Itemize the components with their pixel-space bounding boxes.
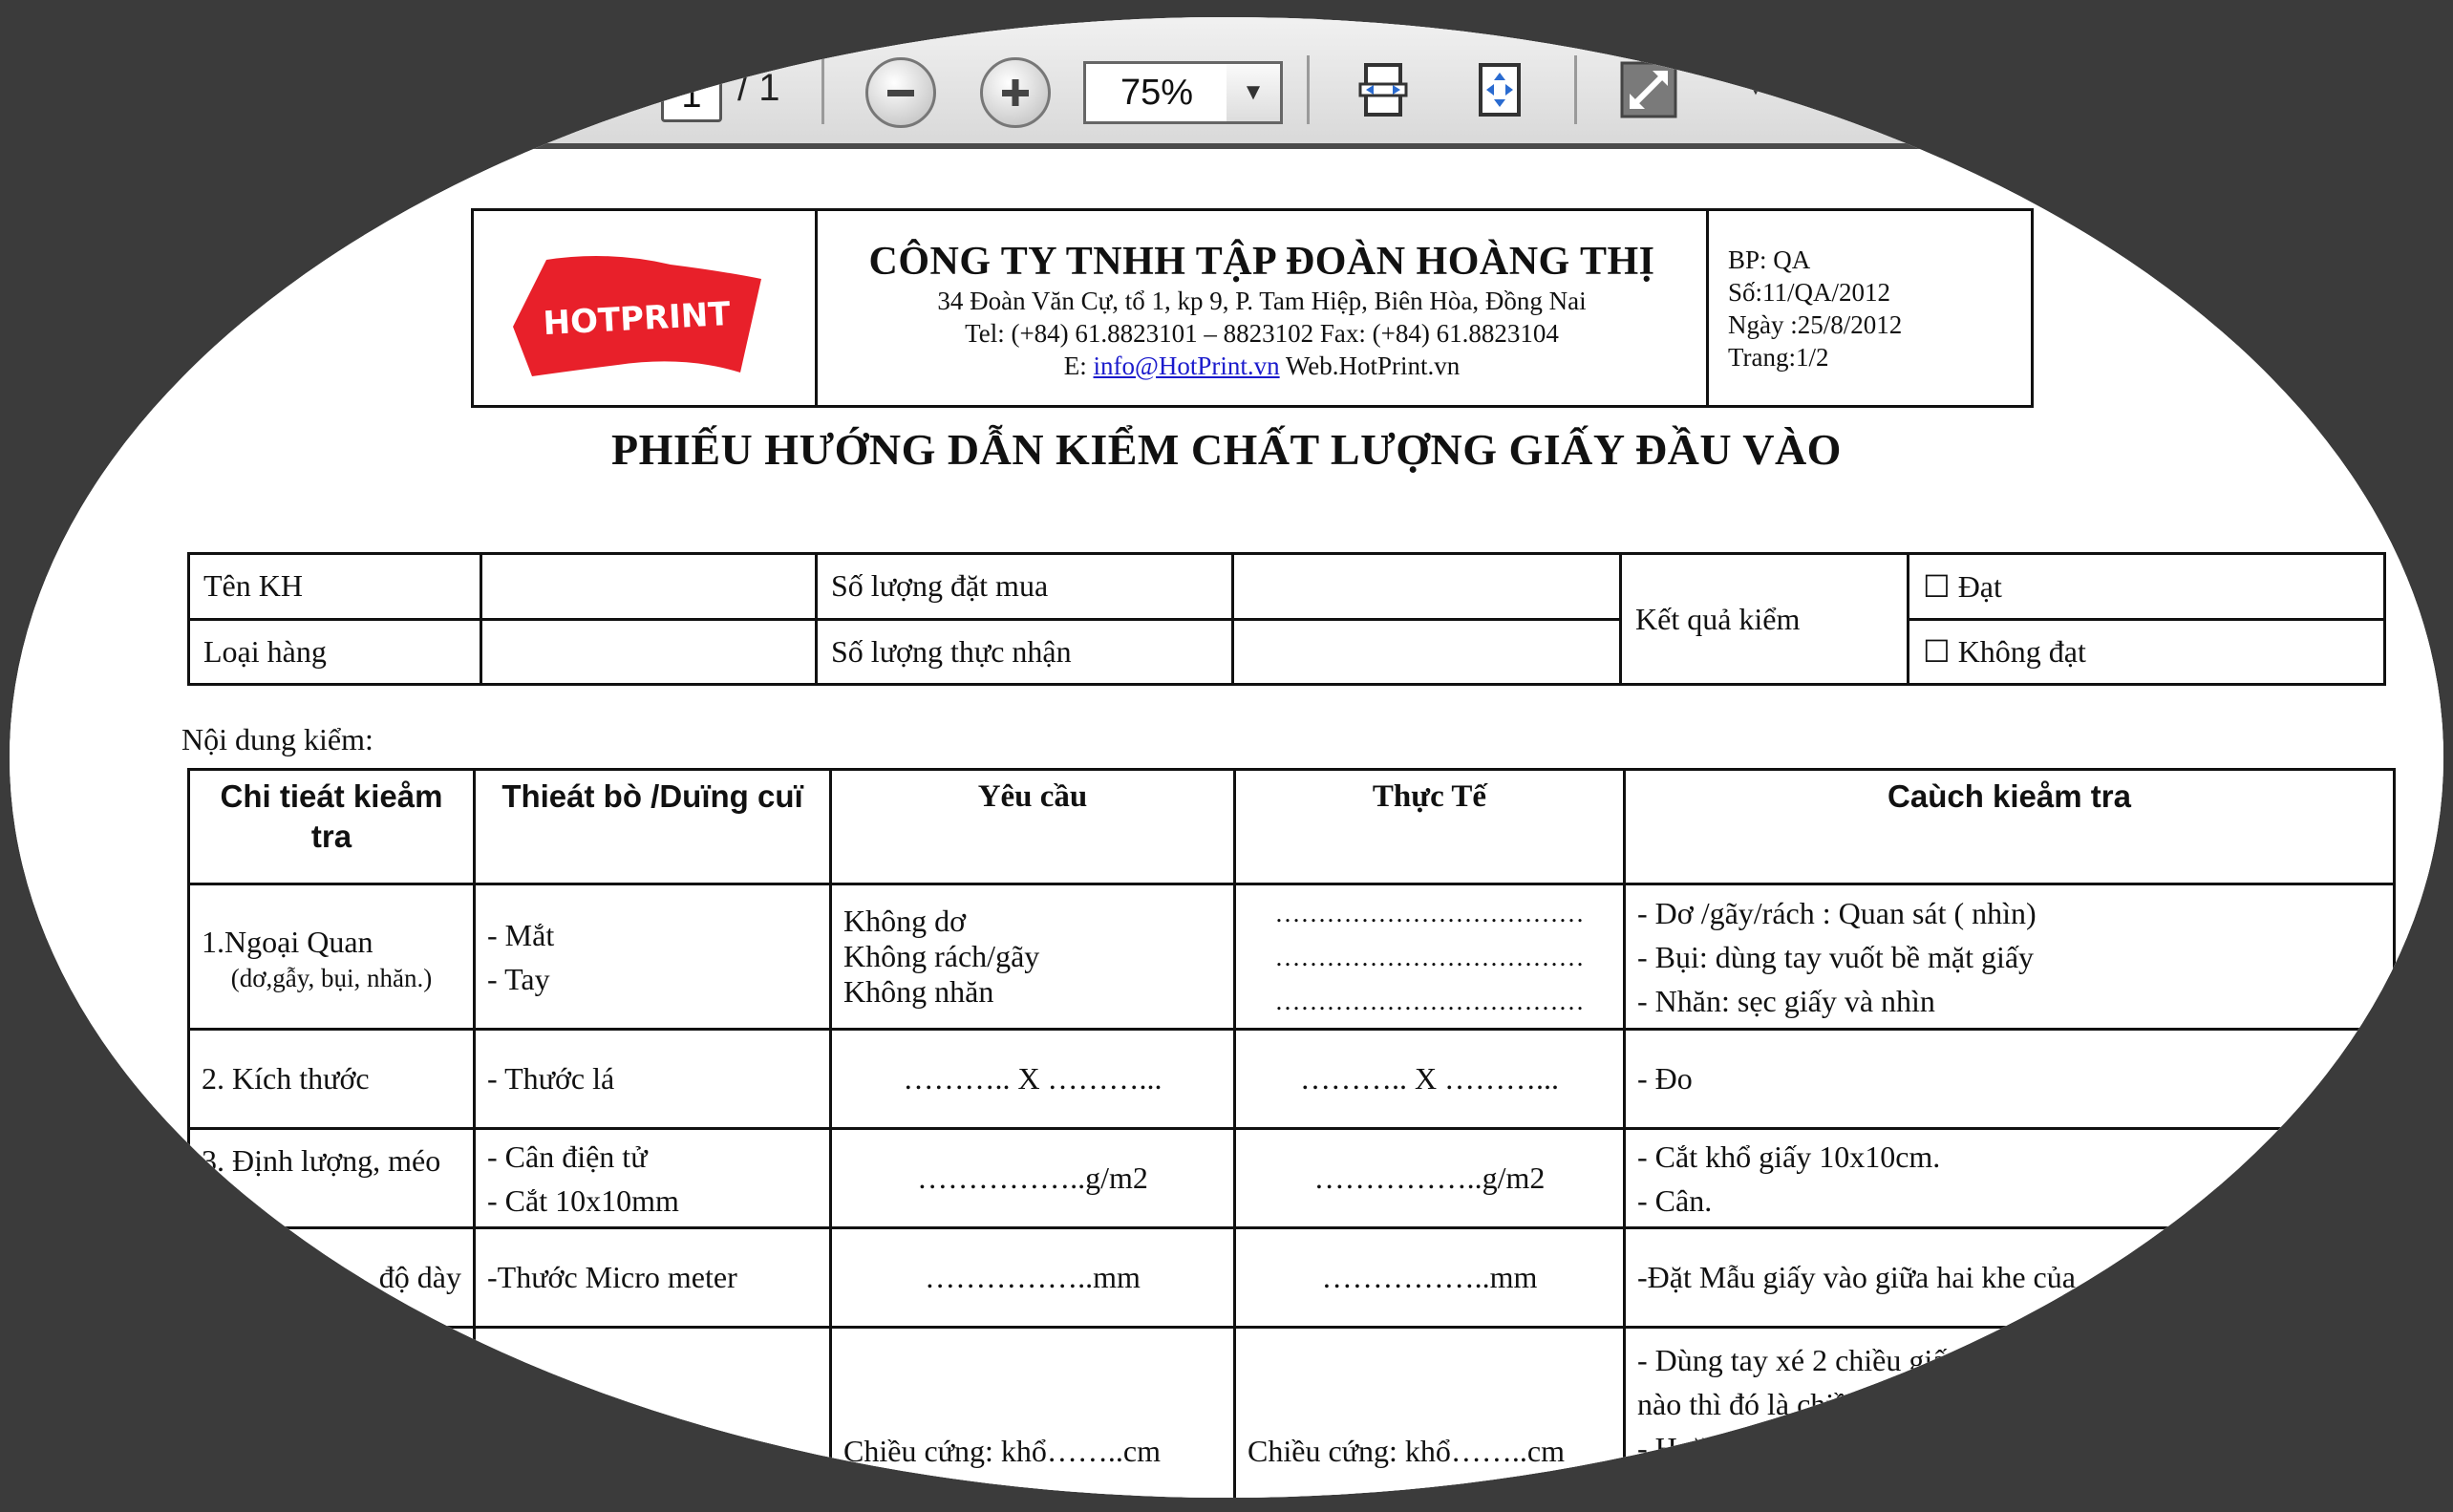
zoom-in-icon <box>996 74 1035 112</box>
option-dat-label: Đạt <box>1957 568 2002 604</box>
chevron-down-icon: ▼ <box>1242 79 1265 105</box>
cell-line: ấy <box>202 1178 231 1213</box>
cell-yeu-cau: ……….. X ………... <box>831 1030 1235 1129</box>
chevron-down-icon: ▼ <box>1743 73 1768 100</box>
fullscreen-button[interactable] <box>1620 59 1677 120</box>
cell-thuc-te[interactable]: ……………..g/m2 <box>1235 1129 1625 1228</box>
table-row <box>189 1228 2395 1328</box>
toolbar-separator <box>821 55 824 124</box>
cell-thiet-bi <box>475 884 831 1030</box>
cell-thuc-te[interactable] <box>1235 884 1625 1030</box>
option-khong-dat[interactable] <box>1909 619 2385 685</box>
cell-line: - Cắt 10x10mm <box>487 1182 679 1218</box>
cell-line: Không dơ <box>843 904 967 938</box>
label-ket-qua-kiem: Kết quả kiểm <box>1621 554 1909 685</box>
cell-line: - Hoặc <box>1637 1431 1720 1465</box>
cell-line: - Dơ /gãy/rách : Quan sát ( nhìn) <box>1637 895 2037 930</box>
table-row <box>189 884 2395 1030</box>
company-contact <box>818 350 1706 382</box>
table-header-row <box>189 770 2395 884</box>
cell-chi-tiet <box>189 1328 475 1499</box>
cell-thiet-bi <box>475 1129 831 1228</box>
document-meta-cell <box>1708 210 2033 407</box>
col-header-thuc-te: Thực Tế <box>1235 770 1625 884</box>
cell-line: - Cân. <box>1637 1182 1713 1218</box>
cell-line: Không nhăn <box>843 974 994 1009</box>
col-header-chi-tiet: Chi tieát kieåm tra <box>189 770 475 884</box>
value-ten-kh[interactable] <box>481 554 817 620</box>
email-link[interactable]: info@HotPrint.vn <box>1093 351 1280 380</box>
cell-thiet-bi <box>475 1328 831 1499</box>
zoom-out-icon <box>882 74 920 112</box>
company-address: 34 Đoàn Văn Cự, tổ 1, kp 9, P. Tam Hiệp, Biên Hòa, Đồng Nai <box>937 286 1587 315</box>
cell-thiet-bi: -Thước Micro meter <box>475 1228 831 1328</box>
company-phone-fax: Tel: (+84) 61.8823101 – 8823102 Fax: (+84) 61.8823104 <box>965 318 1559 348</box>
toolbar-more-button[interactable] <box>1737 73 1775 101</box>
cell-thuc-te[interactable]: ……….. X ………... <box>1235 1030 1625 1129</box>
cell-line: - Tay <box>487 961 550 996</box>
cell-thuc-te[interactable]: ……………..mm <box>1235 1228 1625 1328</box>
cell-yeu-cau: ……………..g/m2 <box>831 1129 1235 1228</box>
cell-cach-kiem <box>1625 1129 2395 1228</box>
cell-cach-kiem: -Đặt Mẫu giấy vào giữa hai khe của <box>1625 1228 2395 1328</box>
value-loai-hang[interactable] <box>481 619 817 685</box>
value-so-luong-dat-mua[interactable] <box>1233 554 1621 620</box>
col-header-thiet-bi: Thieát bò /Duïng cuï <box>475 770 831 884</box>
page-number-input[interactable]: 1 <box>661 69 722 122</box>
pdf-toolbar <box>10 17 2443 149</box>
table-row <box>189 1129 2395 1228</box>
cell-line: nào thì đó là chiều <box>1637 1387 1864 1421</box>
cell-line: - Cắt khổ giấy 10x10cm. <box>1637 1139 1941 1174</box>
value-so-luong-thuc-nhan[interactable] <box>1233 619 1621 685</box>
viewport-oval <box>10 17 2443 1498</box>
cell-yeu-cau: ……………..mm <box>831 1228 1235 1328</box>
cell-line: ……………………………… <box>1274 898 1585 927</box>
label-so-luong-thuc-nhan: Số lượng thực nhận <box>817 619 1233 685</box>
cell-yeu-cau <box>831 884 1235 1030</box>
label-so-luong-dat-mua: Số lượng đặt mua <box>817 554 1233 620</box>
toolbar-separator <box>1574 55 1577 124</box>
option-dat[interactable] <box>1909 554 2385 620</box>
company-info-cell <box>817 210 1708 407</box>
fit-page-button[interactable] <box>1471 59 1528 120</box>
cell-cach-kiem: - Đo <box>1625 1030 2395 1129</box>
cell-line: - Nhăn: sẹc giấy và nhìn <box>1637 983 1935 1018</box>
section-label: Nội dung kiểm: <box>181 722 373 756</box>
cell-line: ……………………………… <box>1274 942 1585 971</box>
cell-chi-tiet: 2. Kích thước <box>189 1030 475 1129</box>
meta-bp: BP: QA <box>1728 245 1811 274</box>
cell-line: - Cân điện tử <box>487 1139 648 1174</box>
cell-chi-tiet: độ dày <box>189 1228 475 1328</box>
cell-line: 1.Ngoại Quan <box>202 925 373 959</box>
cell-thiet-bi: - Thước lá <box>475 1030 831 1129</box>
cell-thuc-te[interactable]: Chiều cứng: khổ……..cm <box>1235 1328 1625 1499</box>
zoom-level-input[interactable]: 75% <box>1083 61 1230 124</box>
website-text: Web.HotPrint.vn <box>1279 351 1461 380</box>
zoom-dropdown-button[interactable] <box>1226 61 1283 124</box>
zoom-in-button[interactable] <box>980 57 1051 128</box>
document-title: PHIẾU HƯỚNG DẪN KIỂM CHẤT LƯỢNG GIẤY ĐẦU VÀO <box>611 425 1842 474</box>
pdf-page <box>10 149 2443 1498</box>
label-ten-kh: Tên KH <box>189 554 481 620</box>
option-khong-dat-label: Không đạt <box>1957 634 2086 670</box>
label-loai-hang: Loại hàng <box>189 619 481 685</box>
meta-trang: Trang:1/2 <box>1728 342 1829 372</box>
cell-yeu-cau: Chiều cứng: khổ……..cm <box>831 1328 1235 1499</box>
fullscreen-icon <box>1620 61 1677 118</box>
cell-line: - Bụi: dùng tay vuốt bề mặt giấy <box>1637 939 2035 974</box>
checkbox-icon[interactable]: ☐ <box>1923 568 1951 604</box>
cell-cach-kiem <box>1625 1328 2395 1499</box>
fit-page-icon <box>1473 61 1526 118</box>
cell-line: ……………………………… <box>1274 986 1585 1015</box>
cell-line: - Dùng tay xé 2 chiều giấy <box>1637 1343 1962 1377</box>
cell-chi-tiet <box>189 884 475 1030</box>
page-total: / 1 <box>737 67 780 109</box>
company-name: CÔNG TY TNHH TẬP ĐOÀN HOÀNG THỊ <box>868 239 1655 284</box>
col-header-cach-kiem: Caùch kieåm tra <box>1625 770 2395 884</box>
checkbox-icon[interactable]: ☐ <box>1923 634 1951 670</box>
table-row <box>189 1030 2395 1129</box>
cell-cach-kiem <box>1625 884 2395 1030</box>
cell-chi-tiet <box>189 1129 475 1228</box>
zoom-out-button[interactable] <box>865 57 936 128</box>
col-header-yeu-cau: Yêu cầu <box>831 770 1235 884</box>
logo-cell <box>473 210 817 407</box>
info-table <box>187 552 2386 686</box>
fit-width-icon <box>1356 61 1410 118</box>
email-prefix: E: <box>1063 351 1094 380</box>
cell-line: Không rách/gãy <box>843 939 1040 973</box>
inspection-table <box>187 768 2396 1498</box>
hotprint-logo <box>475 212 809 399</box>
cell-line: 3. Định lượng, méo <box>202 1142 441 1178</box>
company-header <box>471 208 2034 408</box>
fit-width-button[interactable] <box>1354 59 1412 120</box>
cell-line: (dơ,gẫy, bụi, nhăn.) <box>230 964 433 992</box>
svg-text:HOTPRINT: HOTPRINT <box>542 294 732 344</box>
table-row <box>189 1328 2395 1499</box>
toolbar-separator <box>1307 55 1310 124</box>
meta-so: Số:11/QA/2012 <box>1728 277 1891 307</box>
meta-ngay: Ngày :25/8/2012 <box>1728 309 1903 339</box>
cell-line: - Mắt <box>487 917 555 952</box>
